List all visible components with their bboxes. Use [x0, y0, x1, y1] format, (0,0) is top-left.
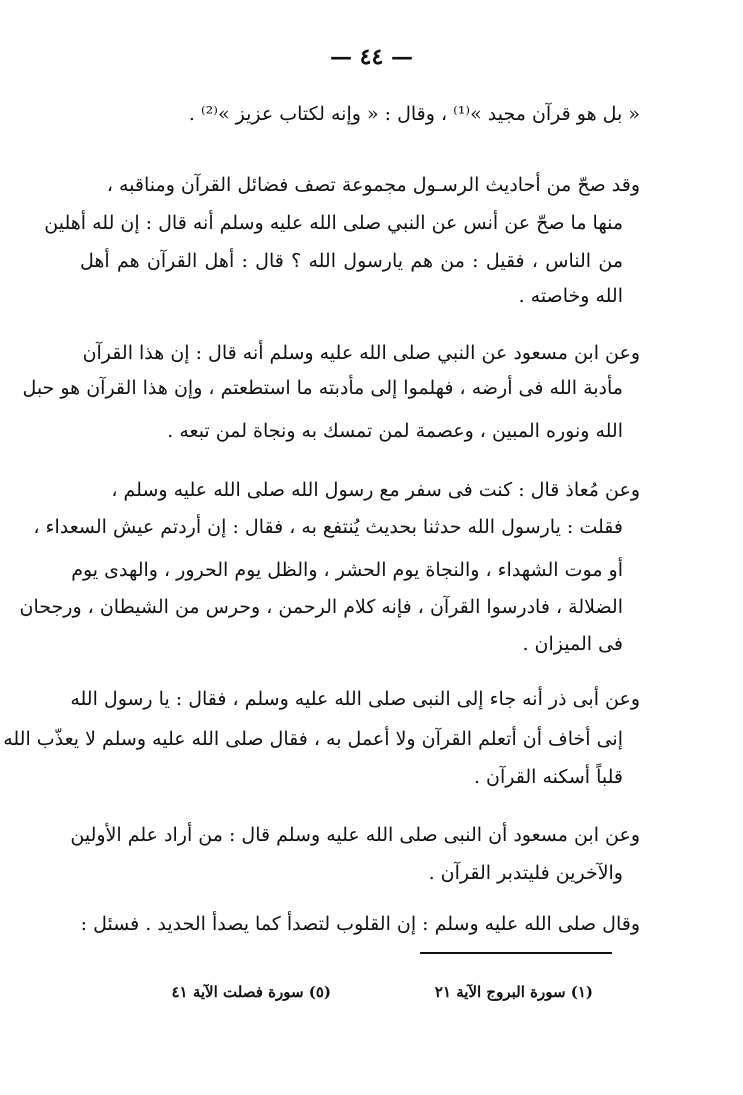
paragraph-3-line-3: الله ونوره المبين ، وعصمة لمن تمسك به ونجاة لمن تبعه .	[167, 420, 623, 442]
paragraph-4-line-3: أو موت الشهداء ، والنجاة يوم الحشر ، والظل يوم الحرور ، والهدى يوم	[71, 559, 623, 581]
page-number: — ٤٤ —	[330, 44, 413, 70]
paragraph-5-line-3: قلباً أسكنه القرآن .	[473, 766, 623, 788]
paragraph-2-line-2: منها ما صحّ عن أنس عن النبي صلى الله عليه وسلم أنه قال : إن لله أهلين	[44, 212, 623, 234]
paragraph-6-line-2: والآخرين فليتدبر القرآن .	[428, 862, 623, 884]
paragraph-5-line-2: إنى أخاف أن أتعلم القرآن ولا أعمل به ، فقال صلى الله عليه وسلم لا يعذّب الله	[3, 728, 623, 750]
paragraph-7-line-1: وقال صلى الله عليه وسلم : إن القلوب لتصدأ كما يصدأ الحديد . فسئل :	[80, 913, 640, 935]
paragraph-4-line-4: الضلالة ، فادرسوا القرآن ، فإنه كلام الرحمن ، وحرس من الشيطان ، ورجحان	[19, 596, 623, 618]
footnote-divider	[420, 952, 612, 954]
paragraph-3-line-2: مأدبة الله فى أرضه ، فهلموا إلى مأدبته ما استطعتم ، وإن هذا القرآن هو حبل	[22, 377, 623, 399]
paragraph-3-line-1: وعن ابن مسعود عن النبي صلى الله عليه وسلم أنه قال : إن هذا القرآن	[82, 342, 640, 364]
footnote-2: (٥) سورة فصلت الآية ٤١	[171, 983, 331, 1001]
paragraph-2-line-3: من الناس ، فقيل : من هم يارسول الله ؟ قال : أهل القرآن هم أهل	[80, 250, 623, 272]
paragraph-2-line-4: الله وخاصته .	[518, 285, 623, 307]
paragraph-4-line-5: فى الميزان .	[522, 633, 623, 655]
footnote-1: (١) سورة البروج الآية ٢١	[434, 983, 593, 1001]
paragraph-1-line-1: « بل هو قرآن مجيد »⁽¹⁾ ، وقال : « وإنه لكتاب عزيز »⁽²⁾ .	[188, 103, 640, 125]
paragraph-2-line-1: وقد صحّ من أحاديث الرسـول مجموعة تصف فضائل القرآن ومناقبه ،	[106, 174, 640, 196]
paragraph-6-line-1: وعن ابن مسعود أن النبى صلى الله عليه وسلم قال : من أراد علم الأولين	[70, 824, 640, 846]
paragraph-5-line-1: وعن أبى ذر أنه جاء إلى النبى صلى الله عليه وسلم ، فقال : يا رسول الله	[70, 688, 640, 710]
paragraph-4-line-1: وعن مُعاذ قال : كنت فى سفر مع رسول الله صلى الله عليه وسلم ،	[111, 479, 640, 501]
paragraph-4-line-2: فقلت : يارسول الله حدثنا بحديث يُنتفع به ، فقال : إن أردتم عيش السعداء ،	[33, 516, 623, 538]
